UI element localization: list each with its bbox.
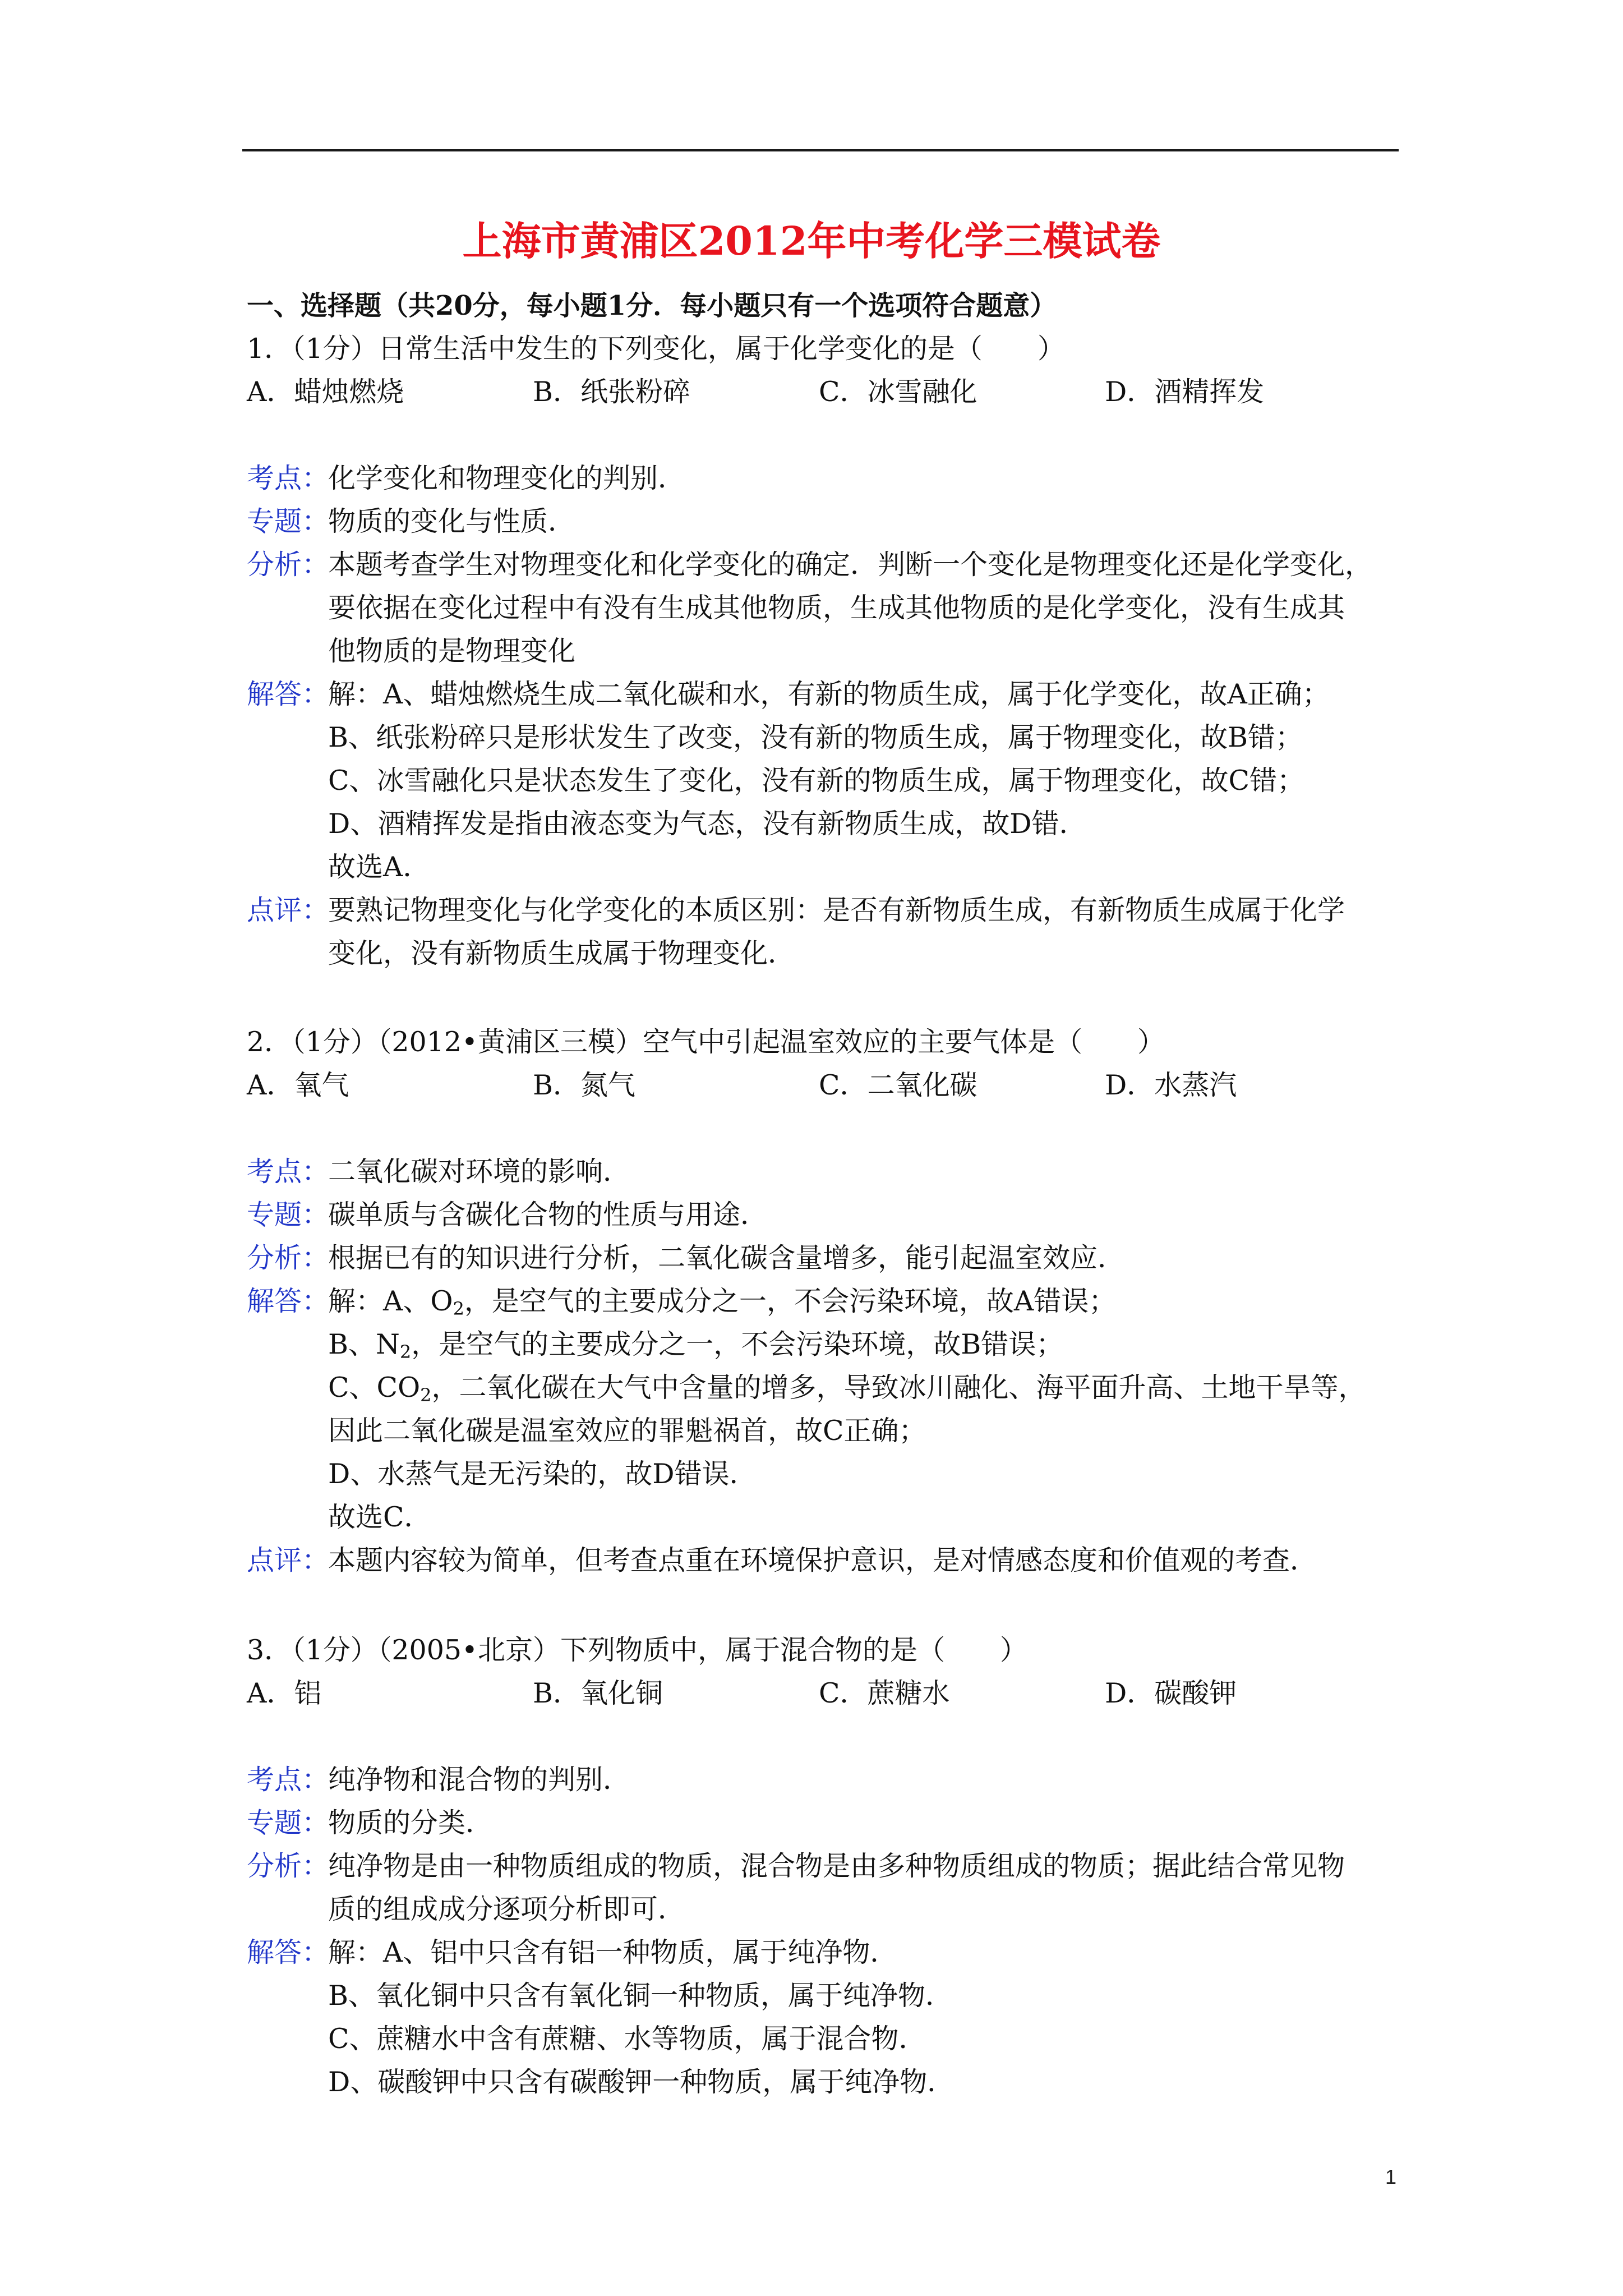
option-a: A．蜡烛燃烧 <box>247 376 404 408</box>
fenxi-line: 本题考查学生对物理变化和化学变化的确定．判断一个变化是物理变化还是化学变化， <box>328 549 1373 581</box>
dianping-line: 要熟记物理变化与化学变化的本质区别：是否有新物质生成，有新物质生成属于化学 <box>328 894 1345 926</box>
header-rule <box>242 149 1399 151</box>
zhuanti-label: 专题： <box>247 1199 330 1231</box>
option-b: B．纸张粉碎 <box>533 376 691 408</box>
kaodian-label: 考点： <box>247 1156 330 1188</box>
kaodian-text: 纯净物和混合物的判别． <box>328 1764 631 1796</box>
dianping-row <box>247 1539 1399 1582</box>
jieda-line: 解：A、$O_2$，是空气的主要成分之一，不会污染环境，故A错误； <box>328 1285 1117 1319</box>
fenxi-label: 分析： <box>247 549 330 581</box>
option-a: A．铝 <box>247 1677 322 1709</box>
kaodian-row <box>247 457 1399 500</box>
jieda-row <box>247 673 1399 889</box>
option-d: D．酒精挥发 <box>1105 376 1265 408</box>
jieda-line: 因此二氧化碳是温室效应的罪魁祸首，故C正确； <box>328 1415 926 1447</box>
page-title: 上海市黄浦区2012年中考化学三模试卷 <box>462 218 1161 264</box>
option-c: C．蔗糖水 <box>819 1677 950 1709</box>
option-list <box>247 1672 1399 1715</box>
jieda-row <box>247 1280 1399 1539</box>
zhuanti-row <box>247 1193 1399 1236</box>
fenxi-line: 根据已有的知识进行分析，二氧化碳含量增多，能引起温室效应． <box>328 1242 1126 1274</box>
fenxi-line: 纯净物是由一种物质组成的物质，混合物是由多种物质组成的物质；据此结合常见物 <box>328 1850 1345 1882</box>
question-stem: 1．（1分）日常生活中发生的下列变化，属于化学变化的是（ ） <box>247 333 1065 365</box>
jieda-label: 解答： <box>247 1936 330 1968</box>
dianping-line: 本题内容较为简单，但考查点重在环境保护意识，是对情感态度和价值观的考查． <box>328 1544 1318 1576</box>
fenxi-row <box>247 1236 1399 1280</box>
jieda-line: 解：A、铝中只含有铝一种物质，属于纯净物． <box>328 1936 898 1968</box>
jieda-line: 故选A． <box>328 851 431 883</box>
option-c: C．冰雪融化 <box>819 376 978 408</box>
kaodian-row <box>247 1758 1399 1801</box>
jieda-line: 故选C． <box>328 1501 432 1533</box>
fenxi-line: 他物质的是物理变化 <box>328 635 576 667</box>
zhuanti-row <box>247 500 1399 543</box>
dianping-row <box>247 889 1399 975</box>
jieda-line: C、$CO_2$，二氧化碳在大气中含量的增多，导致冰川融化、海平面升高、土地干旱等， <box>328 1372 1366 1406</box>
kaodian-label: 考点： <box>247 1764 330 1796</box>
question-1 <box>247 327 1399 975</box>
fenxi-label: 分析： <box>247 1242 330 1274</box>
jieda-line: D、水蒸气是无污染的，故D错误． <box>328 1458 757 1490</box>
question-stem: 2．（1分）（2012•黄浦区三模）空气中引起温室效应的主要气体是（ ） <box>247 1026 1165 1058</box>
kaodian-text: 化学变化和物理变化的判别． <box>328 462 686 494</box>
option-list <box>247 370 1399 413</box>
question-stem: 3．（1分）（2005•北京）下列物质中，属于混合物的是（ ） <box>247 1634 1027 1666</box>
jieda-row <box>247 1931 1399 2104</box>
fenxi-line: 质的组成成分逐项分析即可． <box>328 1893 686 1925</box>
jieda-line: C、冰雪融化只是状态发生了变化，没有新的物质生成，属于物理变化，故C错； <box>328 765 1304 797</box>
jieda-label: 解答： <box>247 1285 330 1317</box>
dianping-line: 变化，没有新物质生成属于物理变化． <box>328 937 796 969</box>
option-b: B．氧化铜 <box>533 1677 663 1709</box>
page-number: 1 <box>1385 2165 1396 2188</box>
option-d: D．碳酸钾 <box>1105 1677 1237 1709</box>
jieda-line: C、蔗糖水中含有蔗糖、水等物质，属于混合物． <box>328 2023 926 2055</box>
dianping-label: 点评： <box>247 894 330 926</box>
jieda-label: 解答： <box>247 678 330 710</box>
zhuanti-text: 物质的变化与性质． <box>328 505 576 537</box>
zhuanti-text: 碳单质与含碳化合物的性质与用途． <box>328 1199 768 1231</box>
fenxi-line: 要依据在变化过程中有没有生成其他物质，生成其他物质的是化学变化，没有生成其 <box>328 592 1345 624</box>
zhuanti-row <box>247 1801 1399 1844</box>
jieda-line: B、$N_2$，是空气的主要成分之一，不会污染环境，故B错误； <box>328 1328 1064 1363</box>
kaodian-text: 二氧化碳对环境的影响． <box>328 1156 631 1188</box>
zhuanti-text: 物质的分类． <box>328 1807 494 1839</box>
option-a: A．氧气 <box>247 1069 349 1101</box>
jieda-line: B、纸张粉碎只是形状发生了改变，没有新的物质生成，属于物理变化，故B错； <box>328 721 1303 753</box>
jieda-line: D、碳酸钾中只含有碳酸钾一种物质，属于纯净物． <box>328 2066 955 2098</box>
zhuanti-label: 专题： <box>247 505 330 537</box>
section-heading: 一、选择题（共20分，每小题1分．每小题只有一个选项符合题意） <box>247 290 1057 321</box>
question-2 <box>247 1020 1399 1582</box>
jieda-line: 解：A、蜡烛燃烧生成二氧化碳和水，有新的物质生成，属于化学变化，故A正确； <box>328 678 1330 710</box>
option-c: C．二氧化碳 <box>819 1069 978 1101</box>
option-b: B．氮气 <box>533 1069 636 1101</box>
question-3 <box>247 1628 1399 2104</box>
fenxi-label: 分析： <box>247 1850 330 1882</box>
jieda-line: D、酒精挥发是指由液态变为气态，没有新物质生成，故D错． <box>328 808 1087 840</box>
jieda-line: B、氧化铜中只含有氧化铜一种物质，属于纯净物． <box>328 1980 953 2012</box>
dianping-label: 点评： <box>247 1544 330 1576</box>
fenxi-row <box>247 543 1399 673</box>
option-d: D．水蒸汽 <box>1105 1069 1237 1101</box>
zhuanti-label: 专题： <box>247 1807 330 1839</box>
option-list <box>247 1064 1399 1107</box>
kaodian-label: 考点： <box>247 462 330 494</box>
fenxi-row <box>247 1844 1399 1931</box>
kaodian-row <box>247 1150 1399 1193</box>
